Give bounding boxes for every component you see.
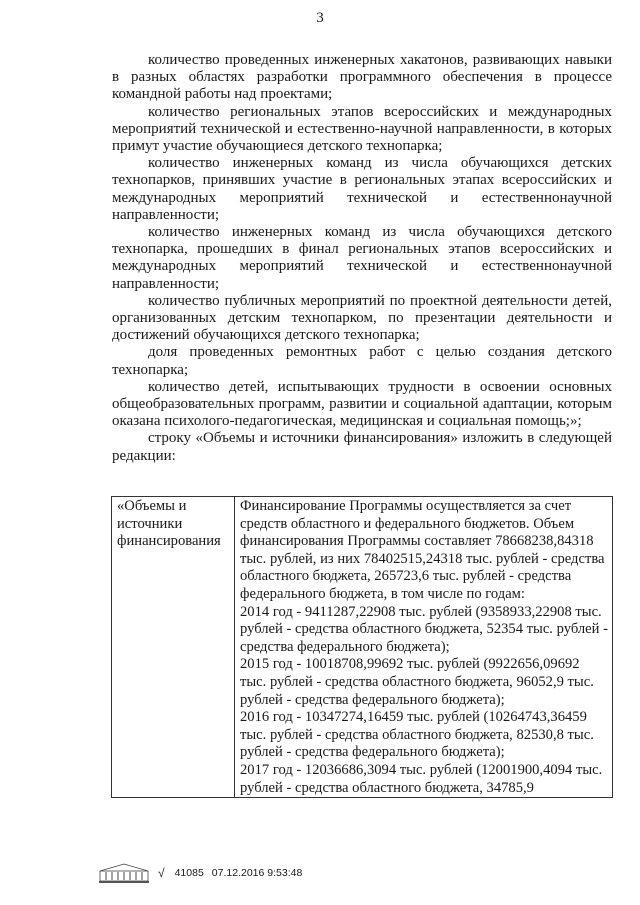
- document-footer: [98, 862, 302, 884]
- paragraph-repair-works: доля проведенных ремонтных работ с целью создания детского технопарка;: [112, 344, 612, 378]
- page-number: 3: [316, 10, 324, 26]
- footer-check-mark: √: [158, 866, 165, 880]
- paragraph-teams-finalists: количество инженерных команд из числа обучающихся детского технопарка, прошедших в финал региональных этапов всероссийских и международных мероприятий технической и естественнонаучной направленности;: [112, 224, 612, 292]
- financing-year-2016: 2016 год - 10347274,16459 тыс. рублей (10264743,36459 тыс. рублей - средства областного бюджета, 82530,8 тыс. рублей - средства федерального бюджета);: [240, 709, 594, 761]
- government-building-emblem-icon: [98, 862, 150, 884]
- financing-label-cell: «Объемы и источники финансирования: [112, 497, 235, 798]
- footer-timestamp: 07.12.2016 9:53:48: [211, 867, 303, 879]
- paragraph-children-assistance: количество детей, испытывающих трудности в освоении основных общеобразовательных программ, развитии и социальной адаптации, которым оказана психолого-педагогическая, медицинская и социальная помощь;»;: [112, 378, 612, 430]
- financing-summary: Финансирование Программы осуществляется за счет средств областного и федерального бюджетов. Объем финансирования Программы составляет 78668238,84318 тыс. рублей, из них 78402515,24318 тыс. рублей - средства областного бюджета, 265723,6 тыс. рублей - средства федерального бюджета, в том числе по годам:: [240, 498, 605, 602]
- financing-year-2015: 2015 год - 10018708,99692 тыс. рублей (9922656,09692 тыс. рублей - средства областного бюджета, 96052,9 тыс. рублей - средства федерального бюджета);: [240, 656, 594, 708]
- paragraph-teams-participated: количество инженерных команд из числа обучающихся детских технопарков, принявших участие в региональных этапах всероссийских и международных мероприятий технической и естественнонаучной направленности;: [112, 155, 612, 223]
- financing-year-2017: 2017 год - 12036686,3094 тыс. рублей (12001900,4094 тыс. рублей - средства областного бюджета, 34785,9: [240, 761, 603, 796]
- paragraph-hackathons: количество проведенных инженерных хакатонов, развивающих навыки в разных областях разработки программного обеспечения в процессе командной работы над проектами;: [112, 52, 612, 103]
- paragraph-public-events: количество публичных мероприятий по проектной деятельности детей, организованных детским технопарком, по презентации деятельности и достижений обучающихся детского технопарка;: [112, 292, 612, 344]
- financing-table: [111, 496, 613, 798]
- financing-details-cell: [235, 497, 613, 798]
- paragraph-regional-stages: количество региональных этапов всероссийских и международных мероприятий технической и естественно-научной направленности, в которых примут участие обучающиеся детского технопарка;: [112, 103, 612, 155]
- document-body: [112, 52, 612, 465]
- table-row: [112, 497, 613, 798]
- financing-year-2014: 2014 год - 9411287,22908 тыс. рублей (9358933,22908 тыс. рублей - средства областного бюджета, 52354 тыс. рублей - средства федерального бюджета);: [240, 603, 608, 655]
- paragraph-financing-intro: строку «Объемы и источники финансирования» изложить в следующей редакции:: [112, 430, 612, 464]
- footer-document-id: 41085: [174, 867, 204, 879]
